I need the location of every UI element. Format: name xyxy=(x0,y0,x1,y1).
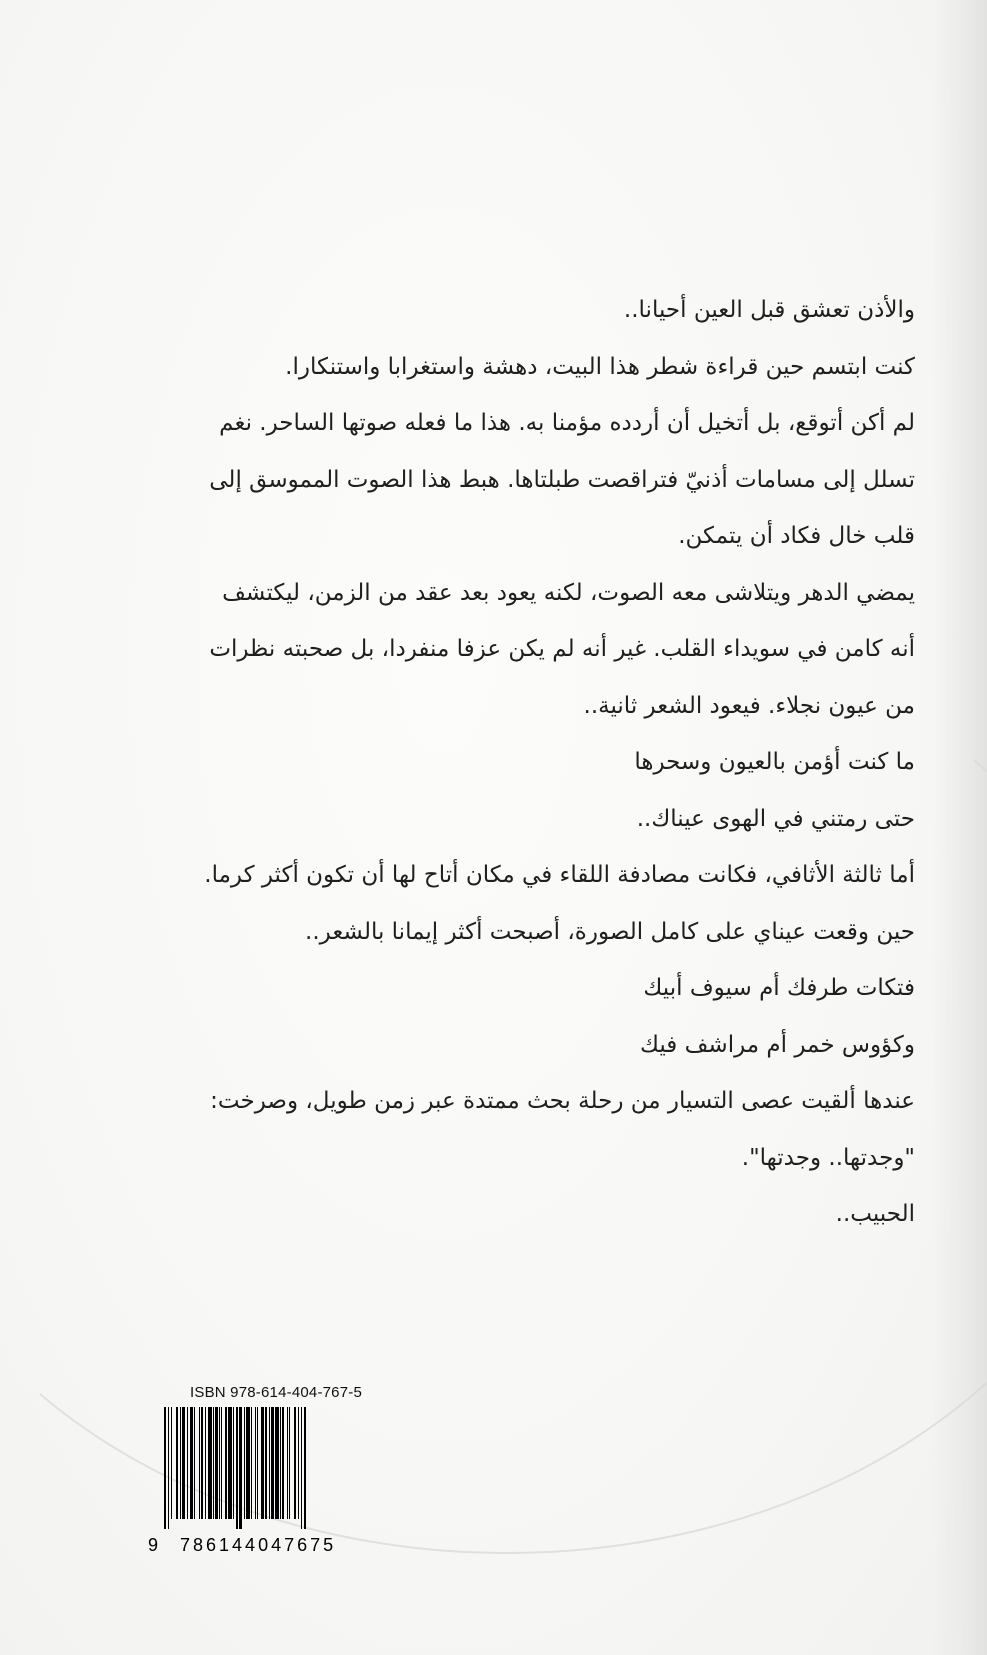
blurb-line: لم أكن أتوقع، بل أتخيل أن أردده مؤمنا به. هذا ما فعله صوتها الساحر. نغم xyxy=(219,410,915,436)
poem-verse: ما كنت أؤمن بالعيون وسحرها xyxy=(634,749,915,775)
blurb-line: والأذن تعشق قبل العين أحيانا.. xyxy=(623,297,915,323)
blurb-line: تسلل إلى مسامات أذنيّ فتراقصت طبلتاها. هبط هذا الصوت المموسق إلى xyxy=(209,466,915,493)
blurb-line: أما ثالثة الأثافي، فكانت مصادفة اللقاء في مكان أتاح لها أن تكون أكثر كرما. xyxy=(204,862,915,888)
blurb-line: "وجدتها.. وجدتها". xyxy=(741,1144,915,1171)
blurb-line: أنه كامن في سويداء القلب. غير أنه لم يكن عزفا منفردا، بل صحبته نظرات xyxy=(209,636,915,662)
blurb-line: حين وقعت عيناي على كامل الصورة، أصبحت أكثر إيمانا بالشعر.. xyxy=(305,918,915,945)
barcode-gap xyxy=(306,1407,307,1519)
isbn-label: ISBN 978-614-404-767-5 xyxy=(190,1384,363,1401)
blurb-line: عندها ألقيت عصى التسيار من رحلة بحث ممتدة عبر زمن طويل، وصرخت: xyxy=(210,1088,915,1114)
blurb-line: قلب خال فكاد أن يتمكن. xyxy=(678,523,915,549)
blurb-line: كنت ابتسم حين قراءة شطر هذا البيت، دهشة واستغرابا واستنكارا. xyxy=(285,353,915,380)
poem-verse: فتكات طرفك أم سيوف أبيك xyxy=(643,975,915,1001)
blurb-text xyxy=(170,282,915,1243)
blurb-line: يمضي الدهر ويتلاشى معه الصوت، لكنه يعود بعد عقد من الزمن، ليكتشف xyxy=(222,579,915,606)
isbn-barcode xyxy=(164,1407,369,1555)
blurb-line: من عيون نجلاء. فيعود الشعر ثانية.. xyxy=(583,692,915,719)
blurb-line: الحبيب.. xyxy=(835,1201,915,1227)
barcode-first-digit: 9 xyxy=(148,1535,162,1555)
poem-verse: وكؤوس خمر أم مراشف فيك xyxy=(639,1031,915,1058)
poem-verse: حتى رمتني في الهوى عيناك.. xyxy=(636,805,915,832)
barcode-digits: 786144047675 xyxy=(180,1535,337,1555)
